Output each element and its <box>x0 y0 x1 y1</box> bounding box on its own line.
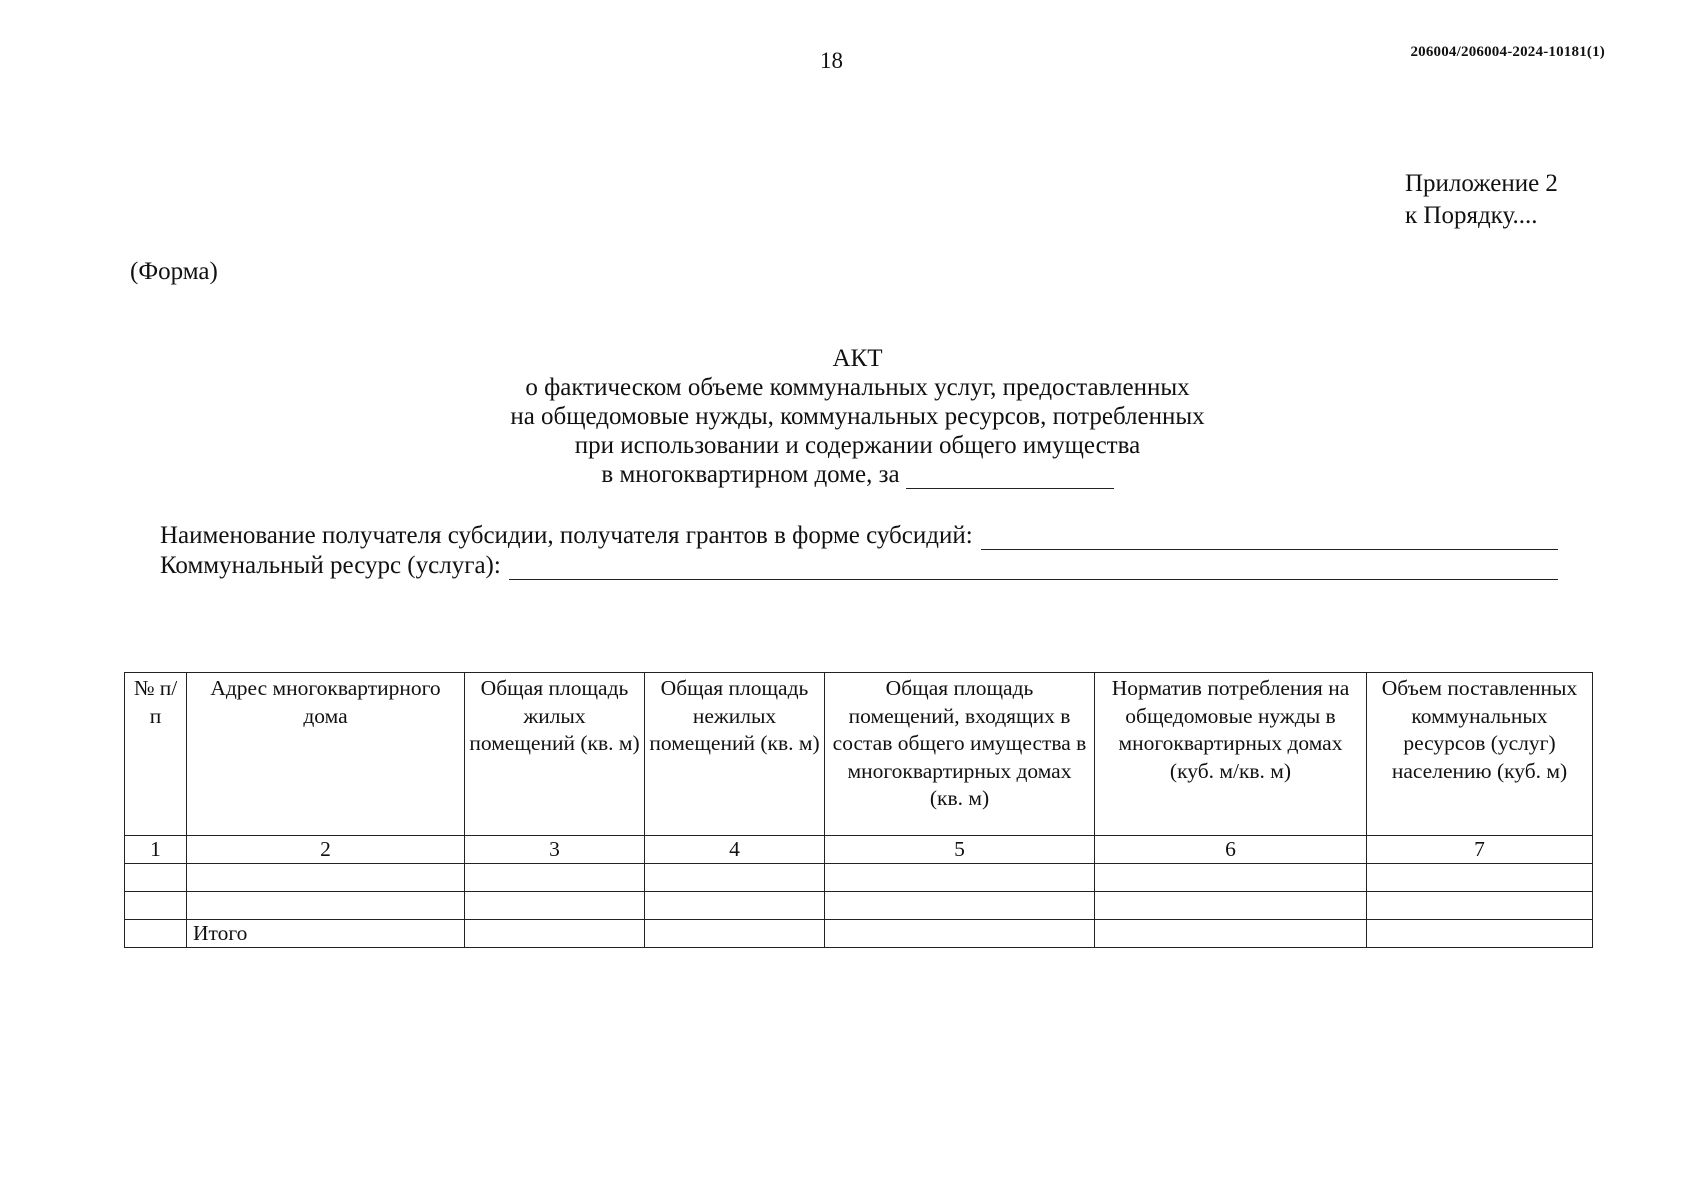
recipient-label: Наименование получателя субсидии, получателя грантов в форме субсидий: <box>160 522 973 549</box>
table-cell <box>1367 920 1593 948</box>
document-code: 206004/206004-2024-10181(1) <box>1410 44 1605 60</box>
header-cell-address: Адрес многоквартирного дома <box>187 673 465 836</box>
appendix-note <box>1405 168 1558 232</box>
title-line-4-text: в многоквартирном доме, за <box>601 461 900 488</box>
header-cell-living-area: Общая площадь жилых помещений (кв. м) <box>465 673 645 836</box>
table-cell <box>1095 920 1367 948</box>
document-title <box>0 344 1685 489</box>
total-label: Итого <box>187 920 465 948</box>
table-row <box>125 864 1593 892</box>
table-row <box>125 892 1593 920</box>
table-cell <box>1367 892 1593 920</box>
resource-field <box>160 552 1558 580</box>
resource-blank-line <box>509 559 1558 580</box>
page-number: 18 <box>820 48 843 73</box>
table-cell <box>1095 864 1367 892</box>
header-cell-consumption-norm: Норматив потребления на общедомовые нужды в многоквартирных домах (куб. м/кв. м) <box>1095 673 1367 836</box>
column-number: 1 <box>125 836 187 864</box>
table-cell <box>125 892 187 920</box>
title-line-1: о фактическом объеме коммунальных услуг, предоставленных <box>525 374 1190 401</box>
table-cell <box>465 920 645 948</box>
table-cell <box>125 920 187 948</box>
table-cell <box>465 892 645 920</box>
appendix-line-2: к Порядку.... <box>1405 202 1538 229</box>
table-cell <box>645 920 825 948</box>
column-number: 7 <box>1367 836 1593 864</box>
table-cell <box>187 864 465 892</box>
table-cell <box>1367 864 1593 892</box>
act-table <box>124 672 1593 948</box>
title-line-3: при использовании и содержании общего имущества <box>574 432 1141 459</box>
table-cell <box>645 892 825 920</box>
table-cell <box>187 892 465 920</box>
column-number: 2 <box>187 836 465 864</box>
table-header-row <box>125 673 1593 836</box>
recipient-blank-line <box>981 529 1558 550</box>
column-number: 4 <box>645 836 825 864</box>
total-row <box>125 920 1593 948</box>
column-number: 3 <box>465 836 645 864</box>
table-cell <box>465 864 645 892</box>
header-cell-number: № п/п <box>125 673 187 836</box>
title-line-4 <box>0 460 1685 489</box>
table-cell <box>125 864 187 892</box>
title-line-2: на общедомовые нужды, коммунальных ресурсов, потребленных <box>510 403 1205 430</box>
header-cell-supplied-volume: Объем поставленных коммунальных ресурсов (услуг) населению (куб. м) <box>1367 673 1593 836</box>
title-heading: АКТ <box>832 345 883 372</box>
period-blank-line <box>906 466 1114 489</box>
column-number-row <box>125 836 1593 864</box>
header-cell-common-area: Общая площадь помещений, входящих в состав общего имущества в многоквартирных домах (кв. м) <box>825 673 1095 836</box>
table-cell <box>825 864 1095 892</box>
header-cell-nonliving-area: Общая площадь нежилых помещений (кв. м) <box>645 673 825 836</box>
resource-label: Коммунальный ресурс (услуга): <box>160 552 501 579</box>
column-number: 6 <box>1095 836 1367 864</box>
appendix-line-1: Приложение 2 <box>1405 170 1558 197</box>
table-cell <box>825 892 1095 920</box>
form-label: (Форма) <box>130 258 218 285</box>
recipient-field <box>160 522 1558 550</box>
table-cell <box>825 920 1095 948</box>
column-number: 5 <box>825 836 1095 864</box>
table-cell <box>645 864 825 892</box>
table-cell <box>1095 892 1367 920</box>
